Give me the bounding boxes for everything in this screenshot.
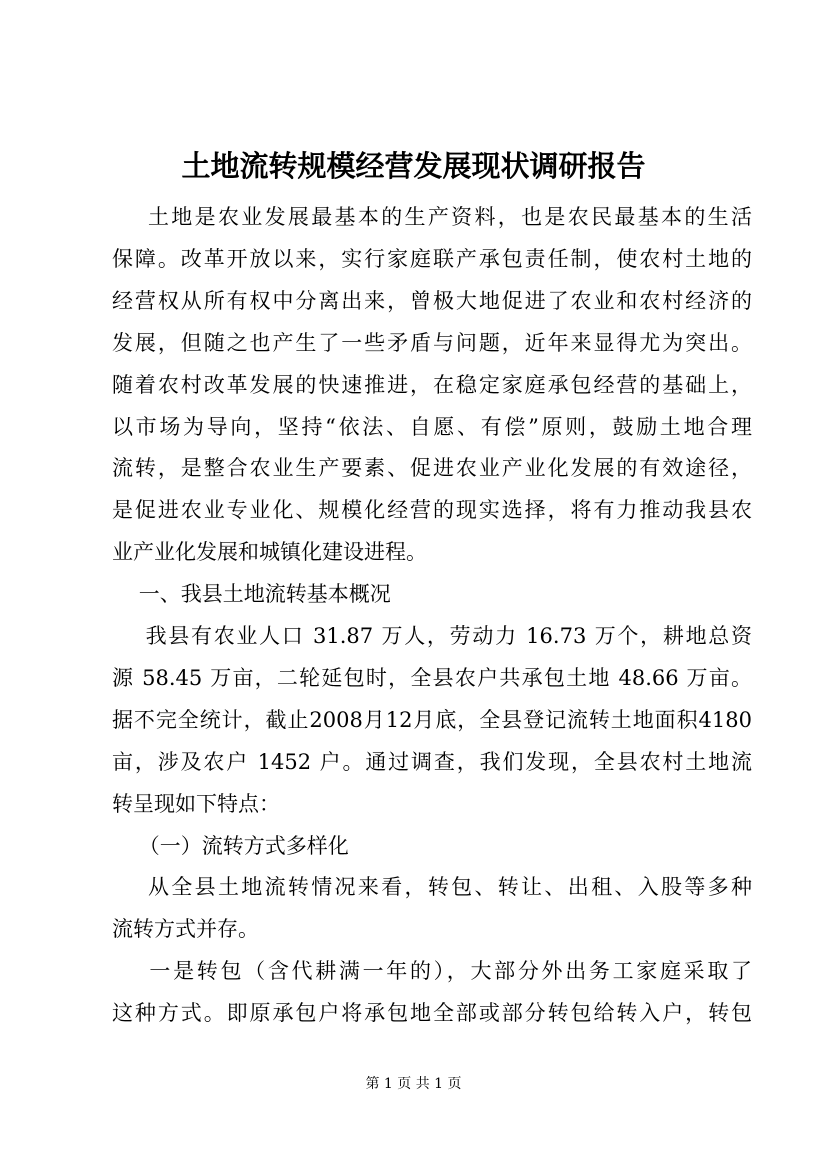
body-line: 源 58.45 万亩，二轮延包时，全县农户共承包土地 48.66 万亩。 [112,665,752,690]
body-line: 转呈现如下特点： [112,791,280,816]
body-line: 流转，是整合农业生产要素、促进农业产业化发展的有效途径， [112,456,752,481]
body-line: 以市场为导向，坚持“依法、自愿、有偿”原则，鼓励土地合理 [112,414,752,439]
body-line: 我县有农业人口 31.87 万人，劳动力 16.73 万个，耕地总资 [112,624,752,648]
body-line: 流转方式并存。 [112,917,259,942]
body-line: 是促进农业专业化、规模化经营的现实选择，将有力推动我县农 [112,498,752,523]
body-line: 据不完全统计，截止2008月12月底，全县登记流转土地面积4180 [112,707,752,732]
body-line: 随着农村改革发展的快速推进，在稳定家庭承包经营的基础上， [112,372,752,397]
body-line: 一是转包（含代耕满一年的），大部分外出务工家庭采取了 [112,959,752,984]
body-line: 亩，涉及农户 1452 户。通过调查，我们发现，全县农村土地流 [112,749,752,774]
body-line: 发展，但随之也产生了一些矛盾与问题，近年来显得尤为突出。 [112,330,752,355]
page-footer: 第 1 页 共 1 页 [365,1076,462,1092]
body-line: 从全县土地流转情况来看，转包、转让、出租、入股等多种 [112,875,752,900]
body-line: 经营权从所有权中分离出来，曾极大地促进了农业和农村经济的 [112,288,752,313]
body-line: （一）流转方式多样化 [112,833,349,858]
body-line: 业产业化发展和城镇化建设进程。 [112,540,427,565]
body-line: 这种方式。即原承包户将承包地全部或部分转包给转入户，转包 [112,1001,752,1026]
body-line: 土地是农业发展最基本的生产资料，也是农民最基本的生活 [112,205,752,229]
document-title: 土地流转规模经营发展现状调研报告 [181,149,646,183]
body-line: 保障。改革开放以来，实行家庭联产承包责任制，使农村土地的 [112,246,752,271]
body-line: 一、我县土地流转基本概况 [112,582,391,607]
